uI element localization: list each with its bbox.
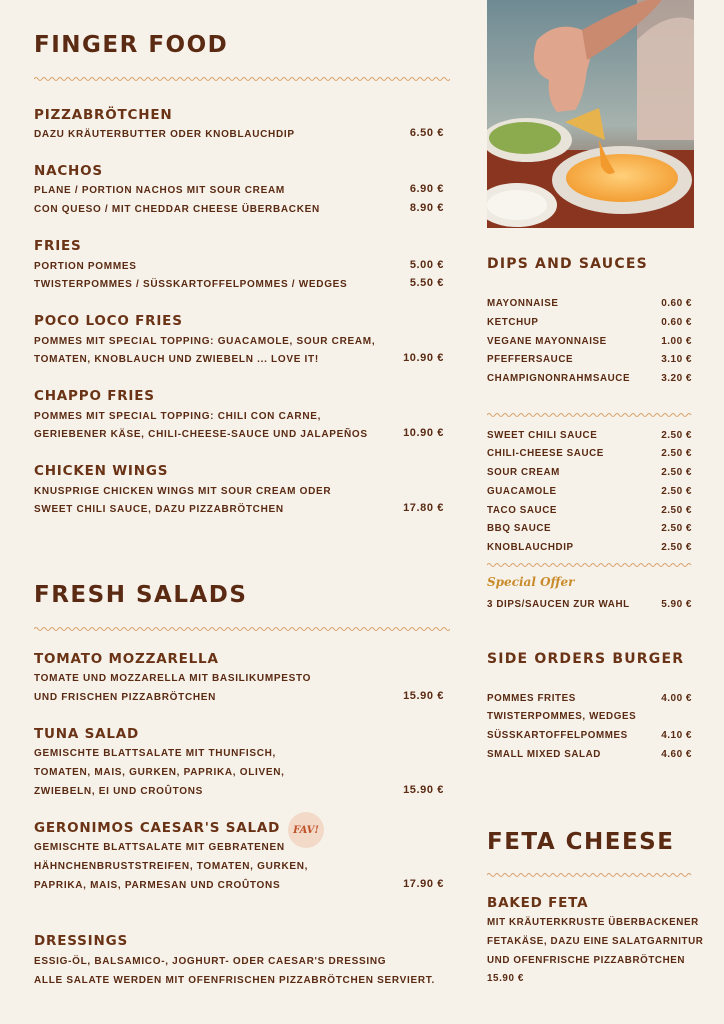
dip-price: 2.50 €	[661, 430, 692, 441]
menu-item-price: 17.80 €	[403, 502, 444, 514]
feta-item-name: BAKED FETA	[487, 895, 589, 911]
menu-item-description: PLANE / PORTION NACHOS MIT SOUR CREAM	[34, 185, 285, 196]
wavy-divider	[487, 412, 693, 418]
dip-price: 2.50 €	[661, 505, 692, 516]
menu-item-price: 6.50 €	[409, 127, 444, 139]
menu-item-name: TUNA SALAD	[34, 726, 140, 742]
dips-sauces-title: DIPS AND SAUCES	[487, 256, 648, 272]
finger-food-title: FINGER FOOD	[34, 32, 229, 58]
menu-item-name: GERONIMOS CAESAR'S SALAD	[34, 820, 281, 836]
side-order-price: 4.10 €	[661, 730, 692, 741]
special-offer-name: 3 DIPS/SAUCEN ZUR WAHL	[487, 599, 630, 610]
menu-item-price: 17.90 €	[403, 878, 444, 890]
dip-name: KNOBLAUCHDIP	[487, 542, 574, 553]
menu-item-name: NACHOS	[34, 163, 103, 179]
fresh-salads-title: FRESH SALADS	[34, 582, 248, 608]
dip-name: TACO SAUCE	[487, 505, 558, 516]
menu-item-description: CON QUESO / MIT CHEDDAR CHEESE ÜBERBACKEN	[34, 204, 320, 215]
menu-item-description: DAZU KRÄUTERBUTTER ODER KNOBLAUCHDIP	[34, 129, 295, 140]
nachos-dip-photo	[487, 0, 694, 228]
dip-price: 2.50 €	[661, 486, 692, 497]
fav-badge: FAV!	[288, 812, 324, 848]
menu-item-price: 6.90 €	[409, 183, 444, 195]
feta-item-price: 15.90 €	[487, 973, 524, 984]
menu-item-price: 10.90 €	[403, 352, 444, 364]
dip-price: 2.50 €	[661, 448, 692, 459]
side-order-name: SÜSSKARTOFFELPOMMES	[487, 730, 628, 741]
side-order-name: SMALL MIXED SALAD	[487, 749, 601, 760]
menu-item-description: POMMES MIT SPECIAL TOPPING: GUACAMOLE, SOUR CREAM,	[34, 336, 376, 347]
special-offer-label: Special Offer	[487, 575, 575, 589]
dip-price: 0.60 €	[661, 317, 692, 328]
menu-item-description: GEMISCHTE BLATTSALATE MIT THUNFISCH,	[34, 748, 277, 759]
dip-price: 2.50 €	[661, 542, 692, 553]
dressings-note: ALLE SALATE WERDEN MIT OFENFRISCHEN PIZZABRÖTCHEN SERVIERT.	[34, 975, 435, 986]
wavy-divider	[487, 872, 693, 878]
menu-item-description: UND FRISCHEN PIZZABRÖTCHEN	[34, 692, 217, 703]
menu-item-description: TOMATEN, KNOBLAUCH UND ZWIEBELN ... LOVE IT!	[34, 354, 319, 365]
wavy-divider	[487, 562, 693, 568]
menu-item-description: TWISTERPOMMES / SÜSSKARTOFFELPOMMES / WEDGES	[34, 279, 348, 290]
dressings-name: DRESSINGS	[34, 933, 128, 949]
menu-item-description: HÄHNCHENBRUSTSTREIFEN, TOMATEN, GURKEN,	[34, 861, 309, 872]
menu-item-price: 10.90 €	[403, 427, 444, 439]
menu-item-description: TOMATE UND MOZZARELLA MIT BASILIKUMPESTO	[34, 673, 312, 684]
wavy-divider	[34, 76, 450, 82]
dip-name: GUACAMOLE	[487, 486, 557, 497]
dip-name: MAYONNAISE	[487, 298, 559, 309]
side-order-name: POMMES FRITES	[487, 693, 576, 704]
menu-item-name: CHAPPO FRIES	[34, 388, 155, 404]
menu-item-description: GEMISCHTE BLATTSALATE MIT GEBRATENEN	[34, 842, 285, 853]
dip-name: BBQ SAUCE	[487, 523, 552, 534]
menu-item-price: 5.50 €	[409, 277, 444, 289]
feta-cheese-title: FETA CHEESE	[487, 829, 675, 855]
side-orders-title: SIDE ORDERS BURGER	[487, 651, 685, 667]
menu-item-description: SWEET CHILI SAUCE, DAZU PIZZABRÖTCHEN	[34, 504, 284, 515]
side-order-price: 4.60 €	[661, 749, 692, 760]
menu-item-price: 15.90 €	[403, 784, 444, 796]
wavy-divider	[34, 626, 450, 632]
dip-name: CHAMPIGNONRAHMSAUCE	[487, 373, 631, 384]
dip-price: 3.10 €	[661, 354, 692, 365]
dip-price: 0.60 €	[661, 298, 692, 309]
dressings-description: ESSIG-ÖL, BALSAMICO-, JOGHURT- ODER CAESAR'S DRESSING	[34, 956, 387, 967]
dip-name: VEGANE MAYONNAISE	[487, 336, 607, 347]
menu-item-description: KNUSPRIGE CHICKEN WINGS MIT SOUR CREAM ODER	[34, 486, 332, 497]
menu-item-name: CHICKEN WINGS	[34, 463, 169, 479]
dip-name: CHILI-CHEESE SAUCE	[487, 448, 604, 459]
menu-item-name: FRIES	[34, 238, 82, 254]
dip-name: SOUR CREAM	[487, 467, 560, 478]
side-order-price: 4.00 €	[661, 693, 692, 704]
menu-item-description: GERIEBENER KÄSE, CHILI-CHEESE-SAUCE UND JALAPEÑOS	[34, 429, 368, 440]
menu-item-name: PIZZABRÖTCHEN	[34, 107, 173, 123]
dip-price: 2.50 €	[661, 467, 692, 478]
feta-item-description: FETAKÄSE, DAZU EINE SALATGARNITUR	[487, 936, 704, 947]
dip-name: SWEET CHILI SAUCE	[487, 430, 598, 441]
dip-name: PFEFFERSAUCE	[487, 354, 574, 365]
menu-item-name: POCO LOCO FRIES	[34, 313, 183, 329]
menu-item-description: POMMES MIT SPECIAL TOPPING: CHILI CON CARNE,	[34, 411, 322, 422]
menu-item-description: ZWIEBELN, EI UND CROÛTONS	[34, 786, 203, 797]
menu-item-price: 5.00 €	[409, 259, 444, 271]
side-order-name: TWISTERPOMMES, WEDGES	[487, 711, 637, 722]
feta-item-description: MIT KRÄUTERKRUSTE ÜBERBACKENER	[487, 917, 699, 928]
dip-name: KETCHUP	[487, 317, 539, 328]
dip-price: 1.00 €	[661, 336, 692, 347]
special-offer-price: 5.90 €	[661, 599, 692, 610]
menu-item-price: 8.90 €	[409, 202, 444, 214]
menu-item-description: PAPRIKA, MAIS, PARMESAN UND CROÛTONS	[34, 880, 281, 891]
menu-item-price: 15.90 €	[403, 690, 444, 702]
dip-price: 2.50 €	[661, 523, 692, 534]
feta-item-description: UND OFENFRISCHE PIZZABRÖTCHEN	[487, 955, 686, 966]
menu-item-description: TOMATEN, MAIS, GURKEN, PAPRIKA, OLIVEN,	[34, 767, 285, 778]
menu-item-description: PORTION POMMES	[34, 261, 137, 272]
menu-item-name: TOMATO MOZZARELLA	[34, 651, 219, 667]
dip-price: 3.20 €	[661, 373, 692, 384]
